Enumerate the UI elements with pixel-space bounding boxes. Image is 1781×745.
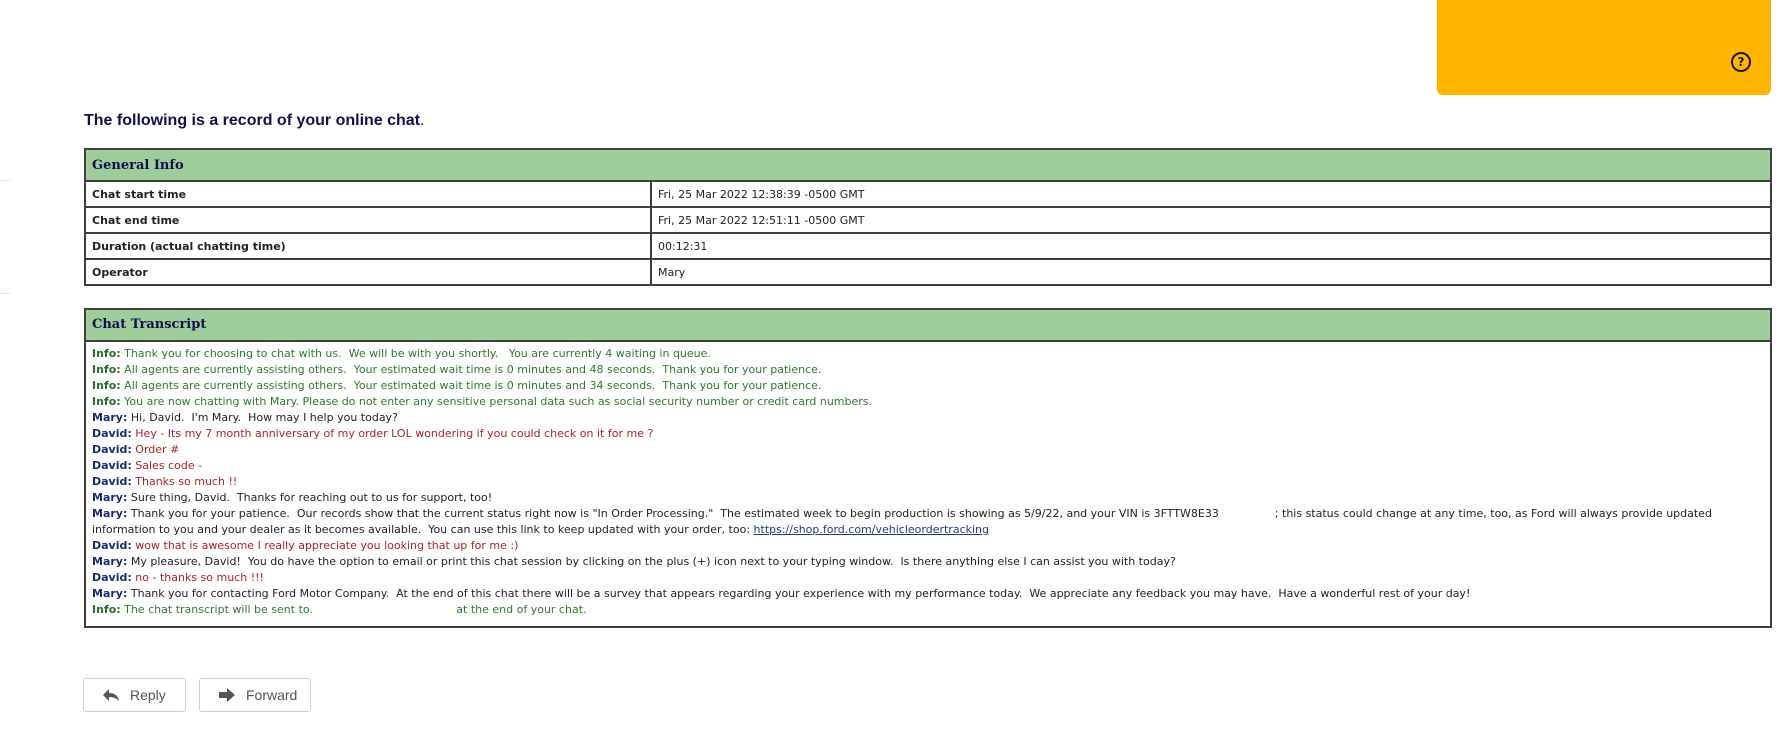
chat-message <box>92 442 1764 458</box>
row-value: 00:12:31 <box>651 233 1771 259</box>
page-title: The following is a record of your online chat. <box>84 112 425 129</box>
speaker-name: Mary: <box>92 587 128 600</box>
order-tracking-link[interactable]: https://shop.ford.com/vehicleordertracking <box>753 523 989 536</box>
speaker-name: Mary: <box>92 507 128 520</box>
reply-label: Reply <box>130 687 166 703</box>
speaker-name: Info: <box>92 347 121 360</box>
message-text: Thanks so much !! <box>135 475 238 488</box>
chat-message <box>92 490 1764 506</box>
reply-button[interactable] <box>83 678 186 712</box>
chat-message <box>92 410 1764 426</box>
chat-message <box>92 538 1764 554</box>
table-row <box>85 181 1771 207</box>
speaker-name: David: <box>92 571 132 584</box>
message-text: All agents are currently assisting others. Your estimated wait time is 0 minutes and 48 seconds. Thank you for your patience. <box>124 363 822 376</box>
speaker-name: David: <box>92 427 132 440</box>
speaker-name: Info: <box>92 395 121 408</box>
message-text: Thank you for your patience. Our records show that the current status right now is "In Order Processing." The estimated week to begin production is showing as 5/9/22, and your VIN is 3FTTW8E33 ; this status could change at any time, too, as Ford will always provide updated information to you and your dealer as it becomes available. You can use this link to keep updated with your order, too: <box>92 507 1716 536</box>
general-info-header: General Info <box>85 149 1771 181</box>
table-row <box>85 259 1771 285</box>
message-text: All agents are currently assisting others. Your estimated wait time is 0 minutes and 34 seconds. Thank you for your patience. <box>124 379 822 392</box>
top-banner <box>1437 0 1771 95</box>
speaker-name: Info: <box>92 603 121 616</box>
message-text: Hey - Its my 7 month anniversary of my order LOL wondering if you could check on it for me ? <box>135 427 654 440</box>
forward-button[interactable] <box>199 678 311 712</box>
speaker-name: David: <box>92 459 132 472</box>
row-value: Mary <box>651 259 1771 285</box>
speaker-name: Info: <box>92 379 121 392</box>
chat-message <box>92 474 1764 490</box>
message-text: Thank you for contacting Ford Motor Company. At the end of this chat there will be a survey that appears regarding your experience with my performance today. We appreciate any feedback you may have. Have a wonderful rest of your day! <box>130 587 1471 600</box>
chat-message <box>92 346 1764 362</box>
speaker-name: Mary: <box>92 411 128 424</box>
forward-label: Forward <box>246 687 298 703</box>
speaker-name: Mary: <box>92 491 128 504</box>
speaker-name: Info: <box>92 363 121 376</box>
chat-transcript <box>84 308 1772 628</box>
speaker-name: David: <box>92 539 132 552</box>
message-text: Order # <box>135 443 180 456</box>
chat-message <box>92 458 1764 474</box>
help-icon[interactable]: ? <box>1731 52 1751 72</box>
chat-message <box>92 554 1764 570</box>
chat-message <box>92 426 1764 442</box>
message-text: Hi, David. I'm Mary. How may I help you today? <box>130 411 398 424</box>
row-label: Operator <box>85 259 651 285</box>
speaker-name: David: <box>92 475 132 488</box>
chat-message <box>92 394 1764 410</box>
message-text: The chat transcript will be sent to. at the end of your chat. <box>124 603 587 616</box>
speaker-name: David: <box>92 443 132 456</box>
edge-divider <box>0 180 10 181</box>
chat-message <box>92 362 1764 378</box>
row-label: Chat end time <box>85 207 651 233</box>
speaker-name: Mary: <box>92 555 128 568</box>
chat-transcript-header: Chat Transcript <box>86 310 1770 342</box>
row-value: Fri, 25 Mar 2022 12:51:11 -0500 GMT <box>651 207 1771 233</box>
chat-message <box>92 506 1764 538</box>
reply-arrow-icon <box>102 688 120 702</box>
table-row <box>85 233 1771 259</box>
message-text: My pleasure, David! You do have the option to email or print this chat session by clicking on the plus (+) icon next to your typing window. Is there anything else I can assist you with today? <box>130 555 1176 568</box>
message-text: Thank you for choosing to chat with us. We will be with you shortly. You are currently 4 waiting in queue. <box>124 347 711 360</box>
chat-message <box>92 378 1764 394</box>
row-label: Chat start time <box>85 181 651 207</box>
message-text: Sure thing, David. Thanks for reaching out to us for support, too! <box>130 491 493 504</box>
general-info-table <box>84 148 1772 286</box>
table-row <box>85 207 1771 233</box>
edge-divider <box>0 293 10 294</box>
row-label: Duration (actual chatting time) <box>85 233 651 259</box>
chat-message <box>92 586 1764 602</box>
message-text: You are now chatting with Mary. Please do not enter any sensitive personal data such as social security number or credit card numbers. <box>124 395 873 408</box>
forward-arrow-icon <box>218 688 236 702</box>
chat-message <box>92 570 1764 586</box>
message-text: no - thanks so much !!! <box>135 571 264 584</box>
message-text: Sales code - <box>135 459 203 472</box>
chat-message <box>92 602 1764 618</box>
message-text: wow that is awesome I really appreciate you looking that up for me :) <box>135 539 519 552</box>
transcript-lines <box>86 342 1770 618</box>
row-value: Fri, 25 Mar 2022 12:38:39 -0500 GMT <box>651 181 1771 207</box>
